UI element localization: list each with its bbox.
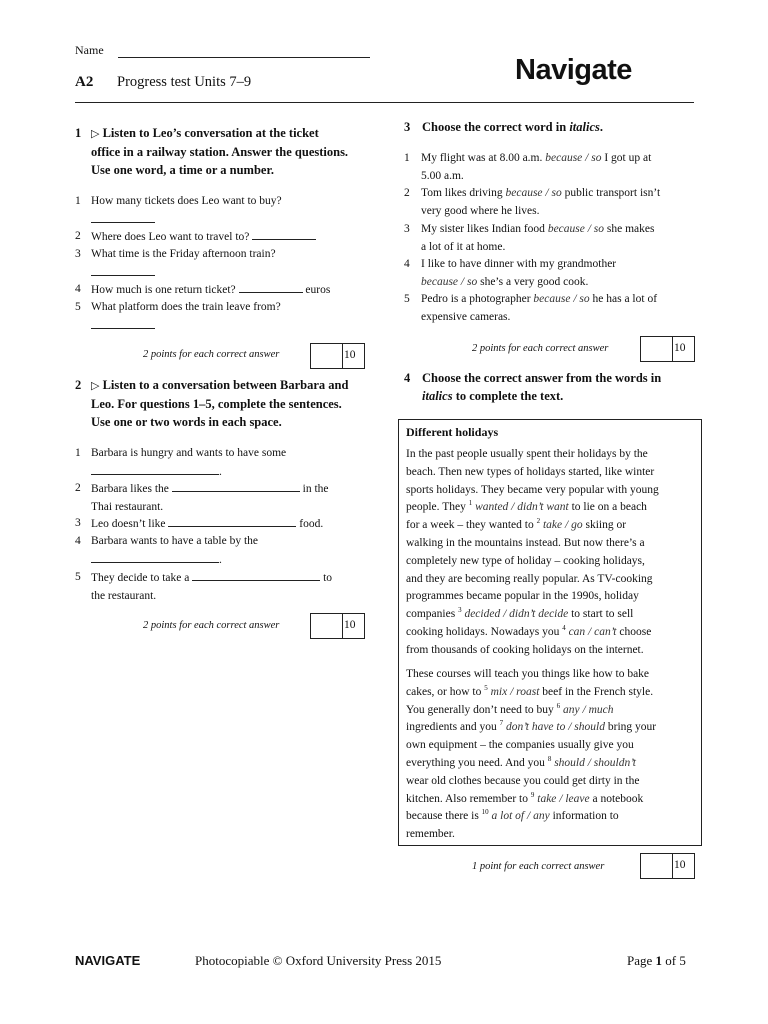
q1-instruction: ▷ Listen to Leo’s conversation at the ticket office in a railway station. Answer the questions. Use one word, a time or a number. [91, 126, 349, 177]
choice-options: because / so [533, 293, 590, 305]
answer-blank[interactable] [91, 317, 155, 329]
answer-blank[interactable] [91, 264, 155, 276]
q3-item-4: 4 I like to have dinner with my grandmother because / so she’s a very good cook. [404, 258, 617, 288]
q3-heading [404, 118, 704, 138]
reading-paragraph-2: These courses will teach you things like how to bake cakes, or how to $^5$ mix / roast beef in the French style. You generally don’t need to buy $^6$ any / much ingredients and you $^7$ don’t have to / should bring your own equipment – the companies usually give you everything you need. And you $^8$ should / shouldn’t wear old clothes because you could get dirty in the kitchen. Also remember to $^9$ take / leave a notebook because there is $^{10}$ a lot of / any information to remember. [406, 668, 657, 841]
q2-heading [75, 376, 375, 432]
q1-item-1: 1 How many tickets does Leo want to buy? [75, 193, 375, 229]
q2-item-4: 4 Barbara wants to have a table by the . [75, 535, 259, 566]
gap-4-options: can / can’t [568, 625, 617, 638]
choice-options: because / so [421, 275, 478, 288]
q3-item-3: 3 My sister likes Indian food because / so she makes a lot of it at home. [404, 223, 655, 253]
gap-8-options: should / shouldn’t [554, 756, 636, 769]
q2-score-total: 10 [344, 619, 356, 631]
q2-item-2: 2 Barbara likes the in the Thai restaurant. [75, 482, 329, 513]
q2-item-3: 3 Leo doesn’t like food. [75, 517, 324, 530]
q1-number: 1 [75, 126, 82, 140]
gap-10-options: a lot of / any [491, 810, 550, 823]
q1-points-note: 2 points for each correct answer [143, 349, 280, 360]
q4-number: 4 [404, 371, 411, 385]
q3-score-box [640, 336, 695, 362]
q1-item-5: 5 What platform does the train leave from? [75, 299, 375, 335]
q1-heading [75, 124, 375, 180]
answer-blank[interactable] [91, 551, 219, 563]
q1-score-total: 10 [344, 349, 356, 361]
gap-3-options: decided / didn’t decide [464, 608, 569, 621]
q3-instruction: Choose the correct word in italics. [422, 120, 603, 134]
q4-heading [404, 369, 704, 407]
footer-brand: NAVIGATE [75, 953, 141, 968]
gap-6-options: any / much [563, 703, 614, 716]
q3-score-input[interactable] [641, 337, 673, 361]
choice-options: because / so [505, 187, 562, 199]
footer-copyright: Photocopiable © Oxford University Press 2015 [195, 953, 442, 968]
page-indicator: Page 1 of 5 [627, 953, 686, 968]
reading-paragraph-1: In the past people usually spent their holidays by the beach. Then new types of holidays started, like winter sports holidays. They became very popular with young people. They $^1$ wanted / didn’t want to lie on a beach for a week – they wanted to $^2$ take / go skiing or walking in the mountains instead. But now there’s a completely new type of holiday – cooking holidays, and they are becoming really popular. As TV-cooking programmes became popular in the 1990s, holiday companies $^3$ decided / didn’t decide to start to sell cooking holidays. Nowadays you $^4$ can / can’t choose from thousands of cooking holidays on the internet. [406, 448, 659, 656]
reading-title: Different holidays [406, 425, 499, 439]
choice-options: because / so [547, 223, 605, 235]
q4-points-note: 1 point for each correct answer [472, 861, 605, 872]
answer-blank[interactable] [239, 281, 303, 293]
q1-item-4: 4 How much is one return ticket? euros [75, 283, 331, 296]
answer-blank[interactable] [168, 515, 296, 527]
q2-item-5: 5 They decide to take a to the restaurant. [75, 571, 333, 602]
q4-score-box [640, 853, 695, 879]
header-divider [75, 102, 694, 103]
q1-score-input[interactable] [311, 344, 343, 368]
play-icon: ▷ [91, 380, 100, 392]
name-label: Name [75, 43, 104, 57]
q3-points-note: 2 points for each correct answer [472, 343, 609, 354]
q1-item-2: 2 Where does Leo want to travel to? [75, 228, 375, 246]
gap-2-options: take / go [542, 519, 583, 532]
q3-item-2: 2 Tom likes driving because / so public transport isn’t very good where he lives. [404, 187, 661, 217]
q3-score-total: 10 [674, 342, 686, 354]
q4-score-input[interactable] [641, 854, 673, 878]
answer-blank[interactable] [172, 480, 300, 492]
gap-1-options: wanted / didn’t want [475, 501, 569, 514]
q2-points-note: 2 points for each correct answer [143, 620, 280, 631]
q2-item-1: 1 Barbara is hungry and wants to have some . [75, 447, 287, 478]
answer-blank[interactable] [91, 211, 155, 223]
q2-instruction: ▷ Listen to a conversation between Barbara and Leo. For questions 1–5, complete the sentences. Use one or two words in each space. [91, 378, 349, 429]
choice-options: because / so [545, 152, 602, 164]
navigate-logo: Navigate [515, 54, 632, 86]
play-icon: ▷ [91, 128, 100, 140]
answer-blank[interactable] [192, 569, 320, 581]
q1-item-3: 3 What time is the Friday afternoon train? [75, 246, 375, 282]
gap-7-options: don’t have to / should [505, 721, 605, 734]
q2-number: 2 [75, 378, 82, 392]
gap-5-options: mix / roast [490, 685, 540, 698]
test-title: Progress test Units 7–9 [117, 74, 252, 90]
q1-score-box [310, 343, 365, 369]
gap-9-options: take / leave [537, 792, 590, 805]
q2-score-box [310, 613, 365, 639]
answer-blank[interactable] [91, 463, 219, 475]
reading-text-box [398, 419, 702, 846]
answer-blank[interactable] [252, 228, 316, 240]
q4-instruction: Choose the correct answer from the words in italics to complete the text. [422, 371, 662, 403]
level-label: A2 [75, 74, 94, 90]
q4-score-total: 10 [674, 859, 686, 871]
q3-item-1: 1 My flight was at 8.00 a.m. because / so I got up at 5.00 a.m. [404, 152, 652, 182]
q3-item-5: 5 Pedro is a photographer because / so he has a lot of expensive cameras. [404, 293, 658, 323]
q3-number: 3 [404, 120, 411, 134]
name-field-line[interactable] [118, 57, 370, 58]
q2-score-input[interactable] [311, 614, 343, 638]
